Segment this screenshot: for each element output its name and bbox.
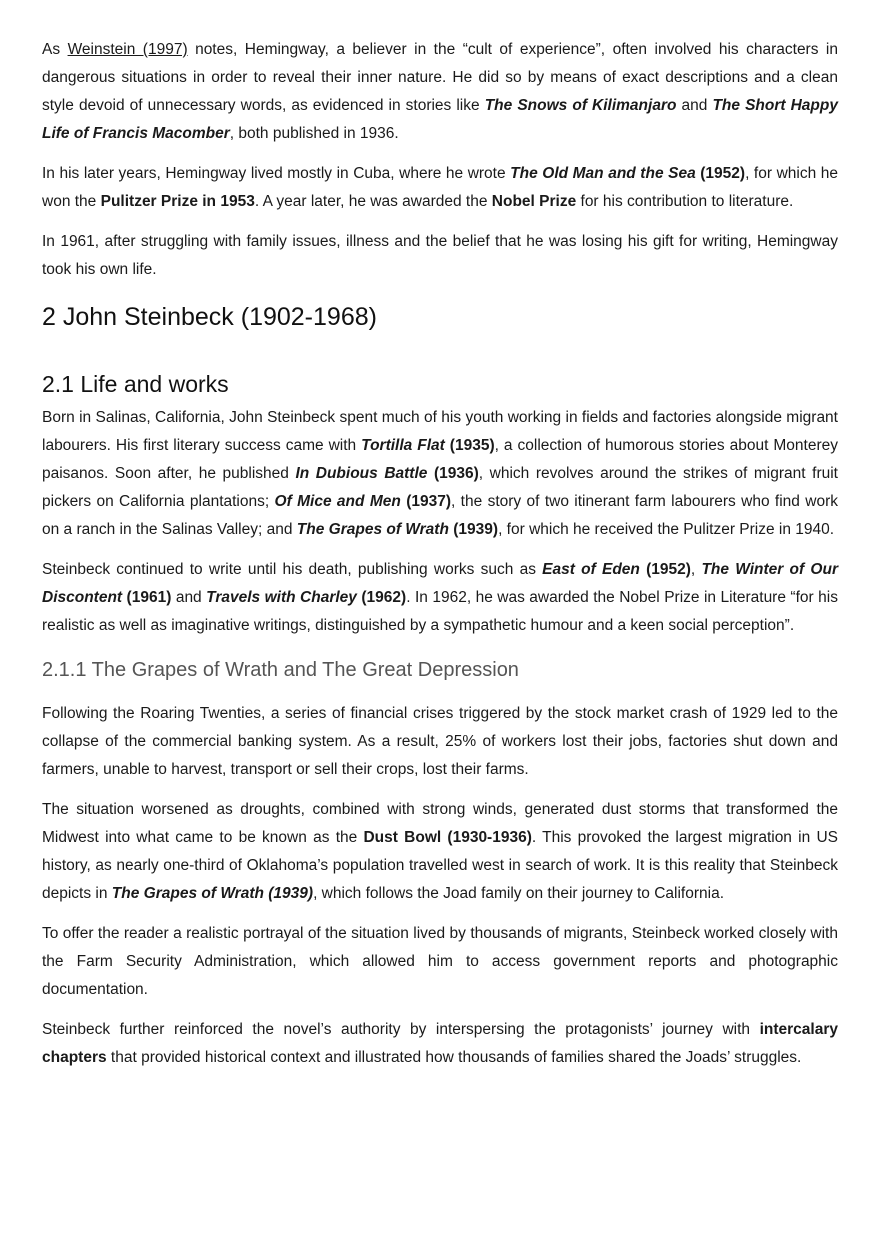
emphasis: Pulitzer Prize in 1953	[100, 193, 255, 210]
emphasis: intercalary chapters	[42, 1021, 838, 1066]
paragraph-financial-crisis: Following the Roaring Twenties, a series of financial crises triggered by the stock market crash of 1929 led to the collapse of the commercial banking system. As a result, 25% of workers lost their jobs, factories shut down and farmers, unable to harvest, transport or sell their crops, lost their farms.	[42, 705, 838, 778]
book-title: East of Eden	[542, 561, 640, 578]
book-title: The Winter of Our Discontent	[42, 561, 838, 606]
book-title: The Grapes of Wrath	[296, 521, 449, 538]
subsection-heading-life-and-works: 2.1 Life and works	[42, 371, 229, 397]
book-title: The Grapes of Wrath (1939)	[111, 885, 314, 902]
book-title: Tortilla Flat	[361, 437, 445, 454]
paragraph-steinbeck-early-works: Born in Salinas, California, John Steinbeck spent much of his youth working in fields and factories alongside migrant labourers. His first literary success came with Tortilla Flat (1935), a collection of humorous stories about Monterey paisanos. Soon after, he published In Dubious Battle (1936), which revolves around the strikes of migrant fruit pickers on California plantations; Of Mice and Men (1937), the story of two itinerant farm labourers who find work on a ranch in the Salinas Valley; and The Grapes of Wrath (1939), for which he received the Pulitzer Prize in 1940.	[42, 409, 838, 538]
book-title: The Old Man and the Sea	[510, 165, 696, 182]
book-title: Travels with Charley	[206, 589, 357, 606]
paragraph-hemingway-style: As Weinstein (1997) notes, Hemingway, a believer in the “cult of experience”, often involved his characters in dangerous situations in order to reveal their inner nature. He did so by means of exact descriptions and a clean style devoid of unnecessary words, as evidenced in stories like The Snows of Kilimanjaro and The Short Happy Life of Francis Macomber, both published in 1936.	[42, 41, 838, 142]
paragraph-hemingway-later-years: In his later years, Hemingway lived mostly in Cuba, where he wrote The Old Man and the Sea (1952), for which he won the Pulitzer Prize in 1953. A year later, he was awarded the Nobel Prize for his contribution to literature.	[42, 165, 838, 210]
book-title: The Short Happy Life of Francis Macomber	[42, 97, 838, 142]
section-heading-steinbeck: 2 John Steinbeck (1902-1968)	[42, 303, 377, 331]
emphasis: Dust Bowl (1930-1936)	[363, 829, 532, 846]
emphasis: Nobel Prize	[491, 193, 577, 210]
paragraph-steinbeck-later-works: Steinbeck continued to write until his death, publishing works such as East of Eden (1952), The Winter of Our Discontent (1961) and Travels with Charley (1962). In 1962, he was awarded the Nobel Prize in Literature “for his realistic as well as imaginative writings, distinguished by a sympathetic humour and a keen social perception”.	[42, 561, 838, 634]
paragraph-farm-security: To offer the reader a realistic portrayal of the situation lived by thousands of migrants, Steinbeck worked closely with the Farm Security Administration, which allowed him to access government reports and photographic documentation.	[42, 925, 838, 998]
book-title: Of Mice and Men	[274, 493, 401, 510]
paragraph-hemingway-death: In 1961, after struggling with family issues, illness and the belief that he was losing his gift for writing, Hemingway took his own life.	[42, 233, 838, 278]
subsubsection-heading-grapes-of-wrath: 2.1.1 The Grapes of Wrath and The Great Depression	[42, 659, 519, 681]
weinstein-citation-link[interactable]: Weinstein (1997)	[67, 41, 188, 58]
book-title: In Dubious Battle	[295, 465, 428, 482]
paragraph-intercalary-chapters: Steinbeck further reinforced the novel’s authority by interspersing the protagonists’ journey with intercalary chapters that provided historical context and illustrated how thousands of families shared the Joads’ struggles.	[42, 1021, 838, 1066]
book-title: The Snows of Kilimanjaro	[484, 97, 677, 114]
paragraph-dust-bowl: The situation worsened as droughts, combined with strong winds, generated dust storms that transformed the Midwest into what came to be known as the Dust Bowl (1930-1936). This provoked the largest migration in US history, as nearly one-third of Oklahoma’s population travelled west in search of work. It is this reality that Steinbeck depicts in The Grapes of Wrath (1939), which follows the Joad family on their journey to California.	[42, 801, 838, 902]
